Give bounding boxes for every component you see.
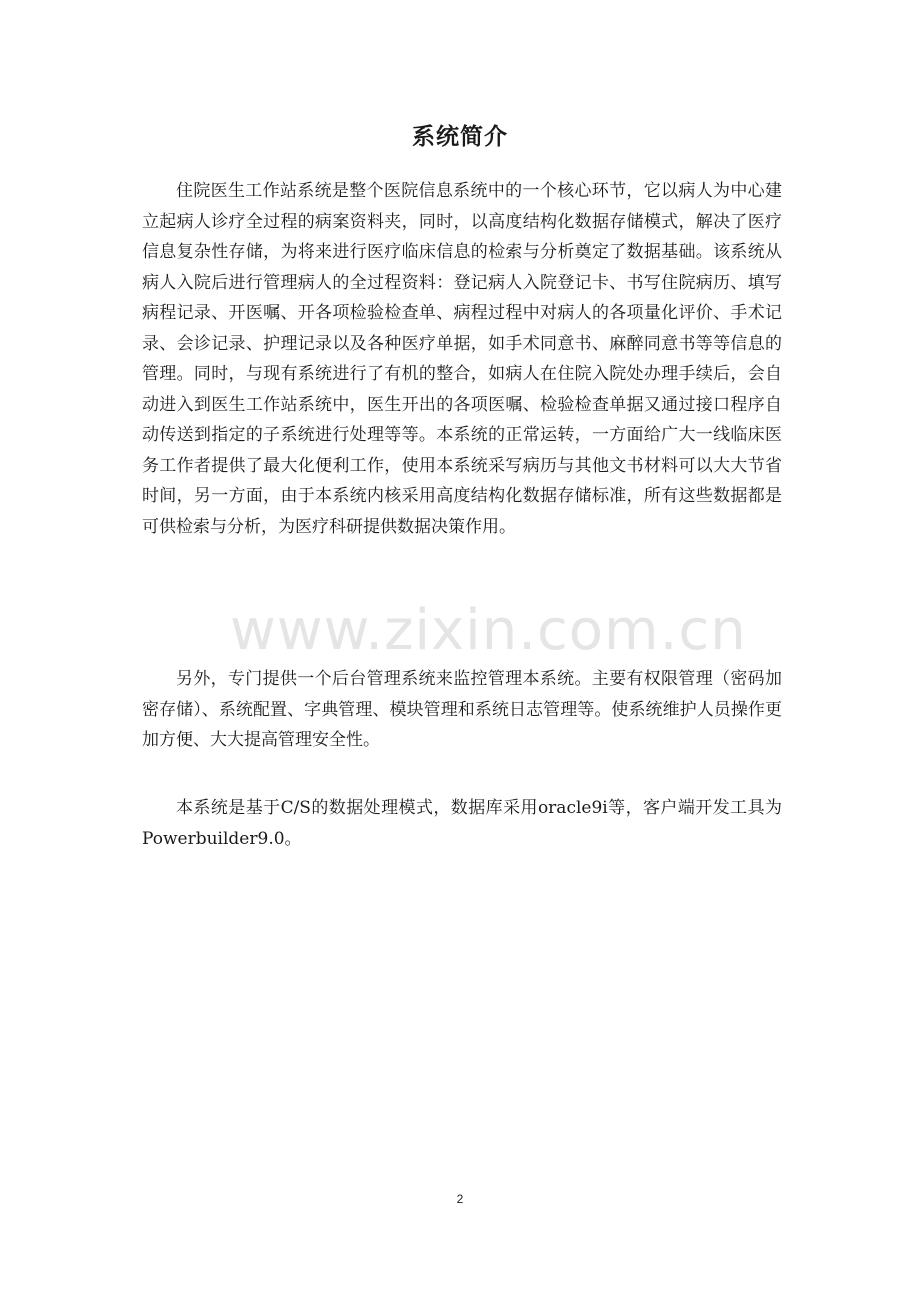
watermark: www.zixin.com.cn xyxy=(230,598,747,663)
intro-paragraph: 住院医生工作站系统是整个医院信息系统中的一个核心环节，它以病人为中心建立起病人诊疗全过程的病案资料夹，同时，以高度结构化数据存储模式，解决了医疗信息复杂性存储，为将来进行医疗临床信息的检索与分析奠定了数据基础。该系统从病人入院后进行管理病人的全过程资料：登记病人入院登记卡、书写住院病历、填写病程记录、开医嘱、开各项检验检查单、病程过程中对病人的各项量化评价、手术记录、会诊记录、护理记录以及各种医疗单据，如手术同意书、麻醉同意书等等信息的管理。同时，与现有系统进行了有机的整合，如病人在住院入院处办理手续后，会自动进入到医生工作站系统中，医生开出的各项医嘱、检验检查单据又通过接口程序自动传送到指定的子系统进行处理等等。本系统的正常运转，一方面给广大一线临床医务工作者提供了最大化便利工作，使用本系统采写病历与其他文书材料可以大大节省时间，另一方面，由于本系统内核采用高度结构化数据存储标准，所有这些数据都是可供检索与分析，为医疗科研提供数据决策作用。 xyxy=(142,181,782,537)
page-number: 2 xyxy=(456,1192,464,1206)
tech-paragraph: 本系统是基于C/S的数据处理模式，数据库采用oracle9i等，客户端开发工具为Powerbuilder9.0。 xyxy=(142,798,782,849)
page-title: 系统简介 xyxy=(412,124,508,150)
admin-paragraph: 另外，专门提供一个后台管理系统来监控管理本系统。主要有权限管理（密码加密存储）、系统配置、字典管理、模块管理和系统日志管理等。使系统维护人员操作更加方便、大大提高管理安全性。 xyxy=(142,669,782,750)
